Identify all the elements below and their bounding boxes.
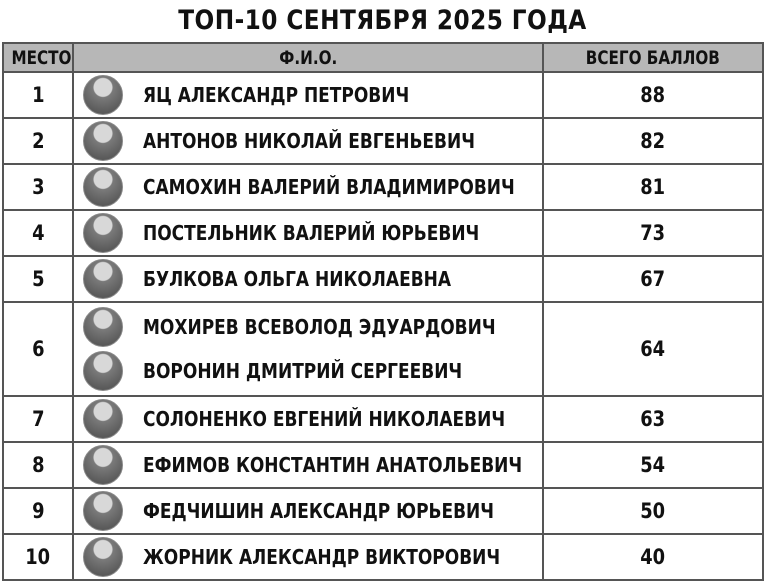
page-title: ТОП-10 СЕНТЯБРЯ 2025 ГОДА xyxy=(178,5,587,36)
avatar xyxy=(83,445,123,485)
place-cell xyxy=(3,164,73,210)
person-entry xyxy=(74,305,542,349)
person-entry xyxy=(74,257,542,301)
person-name: БУЛКОВА ОЛЬГА НИКОЛАЕВНА xyxy=(143,267,452,291)
place-number: 4 xyxy=(31,221,45,245)
person-name: СОЛОНЕНКО ЕВГЕНИЙ НИКОЛАЕВИЧ xyxy=(143,407,506,431)
place-cell xyxy=(3,302,73,396)
name-cell xyxy=(73,488,543,534)
table-row xyxy=(3,256,763,302)
avatar xyxy=(83,491,123,531)
avatar xyxy=(83,167,123,207)
avatar xyxy=(83,213,123,253)
place-number: 10 xyxy=(25,545,51,569)
place-number: 6 xyxy=(31,337,45,361)
table-row xyxy=(3,164,763,210)
person-entry xyxy=(74,211,542,255)
table-header-row xyxy=(3,43,763,72)
person-entry xyxy=(74,119,542,163)
person-entry xyxy=(74,397,542,441)
person-name: АНТОНОВ НИКОЛАЙ ЕВГЕНЬЕВИЧ xyxy=(143,129,475,153)
place-cell xyxy=(3,534,73,580)
score-cell xyxy=(543,118,763,164)
score-cell xyxy=(543,256,763,302)
table-row xyxy=(3,534,763,580)
person-entry xyxy=(74,489,542,533)
person-entry xyxy=(74,73,542,117)
place-number: 3 xyxy=(31,175,45,199)
score-cell xyxy=(543,210,763,256)
name-cell xyxy=(73,302,543,396)
place-number: 5 xyxy=(31,267,45,291)
name-cell xyxy=(73,72,543,118)
table-row xyxy=(3,302,763,396)
person-name: ЯЦ АЛЕКСАНДР ПЕТРОВИЧ xyxy=(143,83,410,107)
avatar xyxy=(83,399,123,439)
name-cell xyxy=(73,210,543,256)
ranking-table xyxy=(2,42,764,581)
avatar xyxy=(83,537,123,577)
avatar xyxy=(83,259,123,299)
score-cell xyxy=(543,488,763,534)
score-value: 81 xyxy=(640,175,666,199)
place-number: 7 xyxy=(31,407,45,431)
score-value: 64 xyxy=(640,337,666,361)
header-place: МЕСТО xyxy=(3,43,73,72)
header-name: Ф.И.О. xyxy=(73,43,543,72)
score-cell xyxy=(543,442,763,488)
avatar xyxy=(83,121,123,161)
person-name: ВОРОНИН ДМИТРИЙ СЕРГЕЕВИЧ xyxy=(143,359,463,383)
score-value: 54 xyxy=(640,453,666,477)
name-cell xyxy=(73,534,543,580)
name-cell xyxy=(73,396,543,442)
person-name: ЖОРНИК АЛЕКСАНДР ВИКТОРОВИЧ xyxy=(143,545,501,569)
person-entry xyxy=(74,535,542,579)
person-name: ЕФИМОВ КОНСТАНТИН АНАТОЛЬЕВИЧ xyxy=(143,453,523,477)
score-value: 50 xyxy=(640,499,666,523)
place-cell xyxy=(3,442,73,488)
place-cell xyxy=(3,210,73,256)
table-body xyxy=(3,72,763,580)
header-score: ВСЕГО БАЛЛОВ xyxy=(543,43,763,72)
place-cell xyxy=(3,118,73,164)
avatar xyxy=(83,351,123,391)
place-number: 9 xyxy=(31,499,45,523)
avatar xyxy=(83,75,123,115)
name-cell xyxy=(73,256,543,302)
name-cell xyxy=(73,442,543,488)
table-row xyxy=(3,442,763,488)
score-cell xyxy=(543,164,763,210)
person-name: ФЕДЧИШИН АЛЕКСАНДР ЮРЬЕВИЧ xyxy=(143,499,495,523)
person-entry xyxy=(74,349,542,393)
score-value: 73 xyxy=(640,221,666,245)
score-value: 40 xyxy=(640,545,666,569)
person-entry xyxy=(74,443,542,487)
score-value: 82 xyxy=(640,129,666,153)
score-cell xyxy=(543,302,763,396)
place-number: 8 xyxy=(31,453,45,477)
place-cell xyxy=(3,256,73,302)
score-value: 63 xyxy=(640,407,666,431)
name-cell xyxy=(73,164,543,210)
score-value: 67 xyxy=(640,267,666,291)
score-cell xyxy=(543,396,763,442)
table-row xyxy=(3,210,763,256)
place-number: 1 xyxy=(31,83,45,107)
place-number: 2 xyxy=(31,129,45,153)
place-cell xyxy=(3,396,73,442)
score-value: 88 xyxy=(640,83,666,107)
table-row xyxy=(3,72,763,118)
person-name: САМОХИН ВАЛЕРИЙ ВЛАДИМИРОВИЧ xyxy=(143,175,515,199)
place-cell xyxy=(3,72,73,118)
name-cell xyxy=(73,118,543,164)
person-name: МОХИРЕВ ВСЕВОЛОД ЭДУАРДОВИЧ xyxy=(143,315,496,339)
person-name: ПОСТЕЛЬНИК ВАЛЕРИЙ ЮРЬЕВИЧ xyxy=(143,221,480,245)
table-row xyxy=(3,396,763,442)
table-row xyxy=(3,118,763,164)
avatar xyxy=(83,307,123,347)
score-cell xyxy=(543,534,763,580)
score-cell xyxy=(543,72,763,118)
person-entry xyxy=(74,165,542,209)
table-row xyxy=(3,488,763,534)
place-cell xyxy=(3,488,73,534)
